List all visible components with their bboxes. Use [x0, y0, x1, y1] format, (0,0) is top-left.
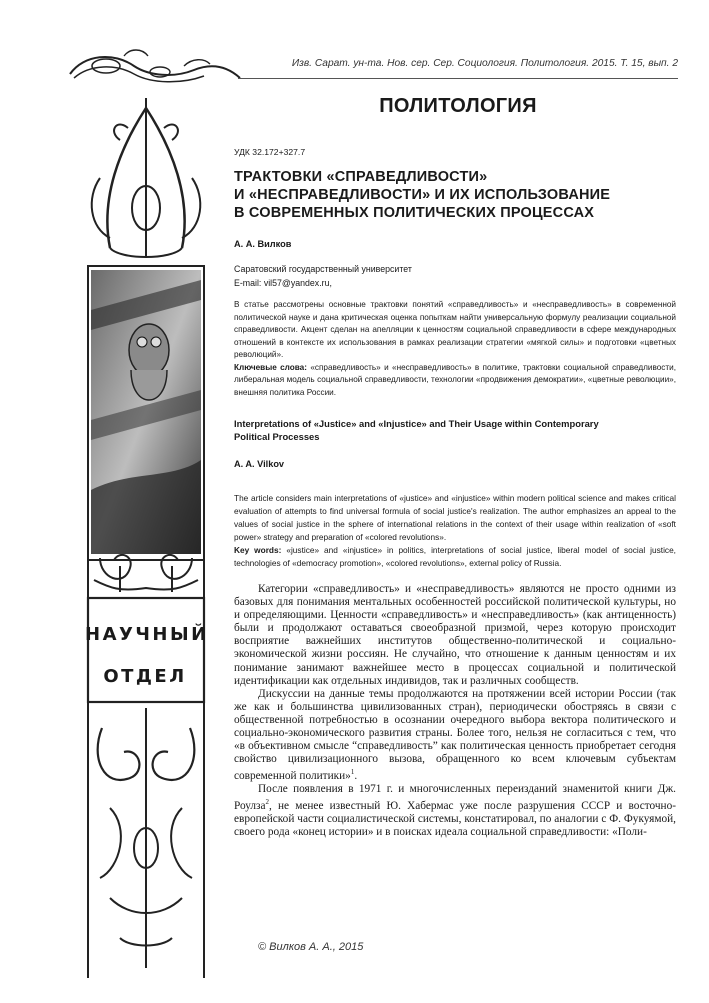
body-text: После появления в 1971 г. и многочисленных переизданий знаменитой книги Дж. Роулза	[234, 783, 676, 813]
keywords-en: «justice» and «injustice» in politics, interpretations of social justice, liberal model of social justice, technologies of «democracy promotion», «colored revolutions», external policy of Russia.	[234, 545, 676, 568]
article-title-en	[234, 417, 674, 443]
author-ru: А. А. Вилков	[234, 239, 292, 249]
keywords-ru: «справедливость» и «несправедливость» в политике, трактовки социальной справедливости, либеральная модель социальной справедливости, технологии «продвижения демократии», «цветные революции», внешняя политика России.	[234, 362, 676, 397]
title-ru-line: ТРАКТОВКИ «СПРАВЕДЛИВОСТИ»	[234, 169, 488, 185]
body-text: Дискуссии на данные темы продолжаются на протяжении всей истории России (так же как и большинства цивилизованных стран), периодически обостряясь в связи с общественной потребностью в осознании очередного выбора вектора политического и социально-экономического развития страны. Более того, нельзя не согласиться с тем, что «в объективном смысле “справедливость” как политическая ценность приобретает сегодня свойство цивилизационного вызова, обращенного ко всем ключевым субъектам современной политики»	[234, 687, 676, 783]
udk-code: УДК 32.172+327.7	[234, 147, 306, 157]
abstract-en	[234, 492, 676, 570]
body-text: .	[354, 770, 358, 783]
article-title-ru	[234, 168, 674, 222]
abstract-ru-text: В статье рассмотрены основные трактовки понятий «справедливость» и «несправедливость» в современной политической науке и дана критическая оценка попыткам найти универсальную формулу реализации социальной справедливости. Акцент сделан на апелляции к ценностям социальной справедливости в сфере международных отношений в контексте их использования в рамках реализации стратегии «мягкой силы» и подготовки «цветных революций».	[234, 300, 676, 359]
title-ru-line: И «НЕСПРАВЕДЛИВОСТИ» И ИХ ИСПОЛЬЗОВАНИЕ	[234, 187, 611, 203]
section-label-line1: НАУЧНЫЙ	[85, 624, 209, 645]
affiliation-block	[234, 263, 412, 290]
footnote-ref[interactable]: 1	[350, 768, 355, 777]
title-en-line: Interpretations of «Justice» and «Injustice» and Their Usage within Contemporary	[234, 418, 599, 429]
email[interactable]: E-mail: vil57@yandex.ru,	[234, 277, 332, 288]
abstract-ru	[234, 299, 676, 399]
section-label-line2: ОТДЕЛ	[103, 666, 187, 687]
abstract-en-text: The article considers main interpretations of «justice» and «injustice» within modern political science and makes critical evaluation of attempts to find universal formula of social justice's realization. The author emphasizes an appeal to the values of social justice in the sphere of international relations in the context of their usage within realization of «soft power» strategy and preparation of «colored revolutions».	[234, 493, 676, 542]
body-paragraph	[234, 688, 676, 783]
title-en-line: Political Processes	[234, 431, 320, 442]
journal-header: Изв. Сарат. ун-та. Нов. сер. Сер. Социология. Политология. 2015. Т. 15, вып. 2	[291, 58, 678, 69]
header-rule	[238, 78, 678, 79]
body-text: , не менее известный Ю. Хабермас уже после разрушения СССР и восточно-европейской части социалистической системы, констатировал, по аналогии с Ф. Фукуямой, своего рода «конец истории» и в поисках идеала социальной справедливости: «Поли-	[234, 800, 676, 839]
copyright-footer: © Вилков А. А., 2015	[258, 941, 364, 953]
title-ru-line: В СОВРЕМЕННЫХ ПОЛИТИЧЕСКИХ ПРОЦЕССАХ	[234, 205, 595, 221]
header-ornament	[64, 44, 244, 88]
body-paragraph	[234, 783, 676, 839]
footnote-ref[interactable]: 2	[265, 798, 269, 807]
author-en: A. A. Vilkov	[234, 459, 285, 469]
body-paragraph: Категории «справедливость» и «несправедливость» являются не просто одними из базовых для понимания ментальных особенностей российской политической культуры, но и определяющими. Ценности «справедливость» и «несправедливость» (как антиценность) были и продолжают оставаться своеобразной призмой, через которую происходит восприятие важнейших институтов общественно-политической и социально-экономической жизни россиян. Не случайно, что отношение к данным ценностям и их понимание занимают важнейшее место в процессах социальной и политической идентификации как отдельных индивидов, так и различных сообществ.	[234, 583, 676, 687]
affiliation: Саратовский государственный университет	[234, 264, 412, 274]
owl-photo	[91, 270, 201, 554]
keywords-ru-label: Ключевые слова:	[234, 362, 307, 372]
section-title: ПОЛИТОЛОГИЯ	[379, 95, 537, 117]
article-body	[234, 583, 676, 839]
keywords-en-label: Key words:	[234, 545, 282, 555]
